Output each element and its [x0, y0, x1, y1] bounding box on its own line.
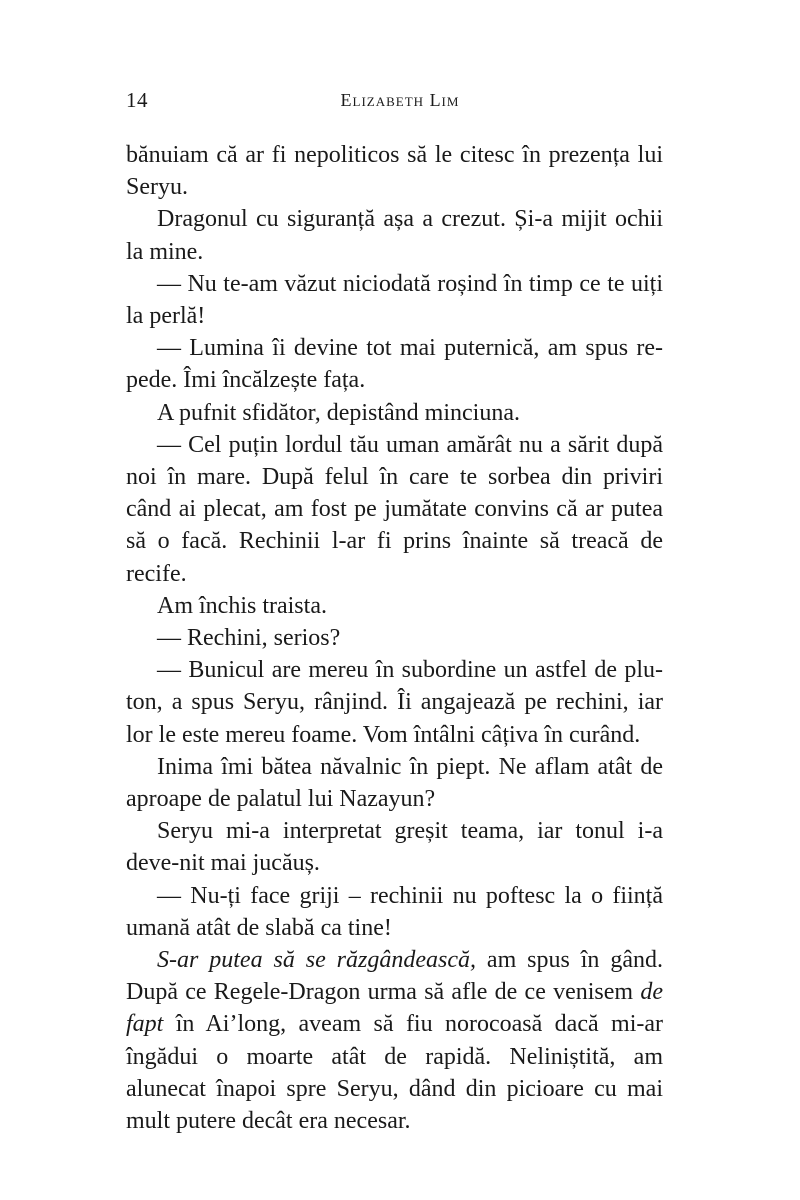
paragraph: Seryu mi-a interpretat greșit teama, iar tonul i-a deve-nit mai jucăuș.: [126, 818, 663, 877]
paragraph: Dragonul cu siguranță așa a crezut. Și-a mijit ochii la mine.: [126, 206, 663, 265]
paragraph: bănuiam că ar fi nepoliticos să le citesc în prezența lui Seryu.: [126, 142, 663, 201]
paragraph: A pufnit sfidător, depistând minciuna.: [157, 399, 520, 426]
paragraph-text: am spus în gând. După ce Regele-Dragon urma să afle de ce venisem: [126, 947, 663, 1006]
paragraph: — Nu-ți face griji – rechinii nu poftesc la o ființă umană atât de slabă ca tine!: [126, 882, 663, 941]
paragraph: Am închis traista.: [157, 592, 327, 619]
paragraph: — Cel puțin lordul tău uman amărât nu a sărit după noi în mare. După felul în care te sorbea din priviri când ai plecat, am fost pe jumătate convins că ar putea să o facă. Rechinii l-ar fi prins înainte să treacă de recife.: [126, 431, 663, 587]
paragraph: — Nu te-am văzut niciodată roșind în timp ce te uiți la perlă!: [126, 270, 663, 330]
italic-emphasis: de fapt: [126, 979, 663, 1038]
page-number: 14: [126, 88, 148, 112]
paragraph-text: în Ai’long, aveam să fiu norocoasă dacă mi-ar îngădui o moarte atât de rapidă. Neliniștită, am alunecat înapoi spre Seryu, dând din picioare cu mai mult putere decât era necesar.: [126, 1011, 663, 1135]
paragraph: — Rechini, serios?: [157, 625, 341, 652]
paragraph: — Bunicul are mereu în subordine un astfel de plu-ton, a spus Seryu, rânjind. Îi angajează pe rechini, iar lor le este mereu foame. Vom întâlni câțiva în curând.: [126, 657, 663, 748]
body-text: [126, 139, 663, 1137]
paragraph-last: [126, 944, 663, 1137]
paragraph: — Lumina îi devine tot mai puternică, am spus re-pede. Îmi încălzește fața.: [126, 335, 663, 394]
paragraph: Inima îmi bătea năvalnic în piept. Ne aflam atât de aproape de palatul lui Nazayun?: [126, 753, 663, 813]
italic-thought: S-ar putea să se răzgândească,: [157, 947, 476, 974]
running-head: Elizabeth Lim: [340, 90, 460, 110]
